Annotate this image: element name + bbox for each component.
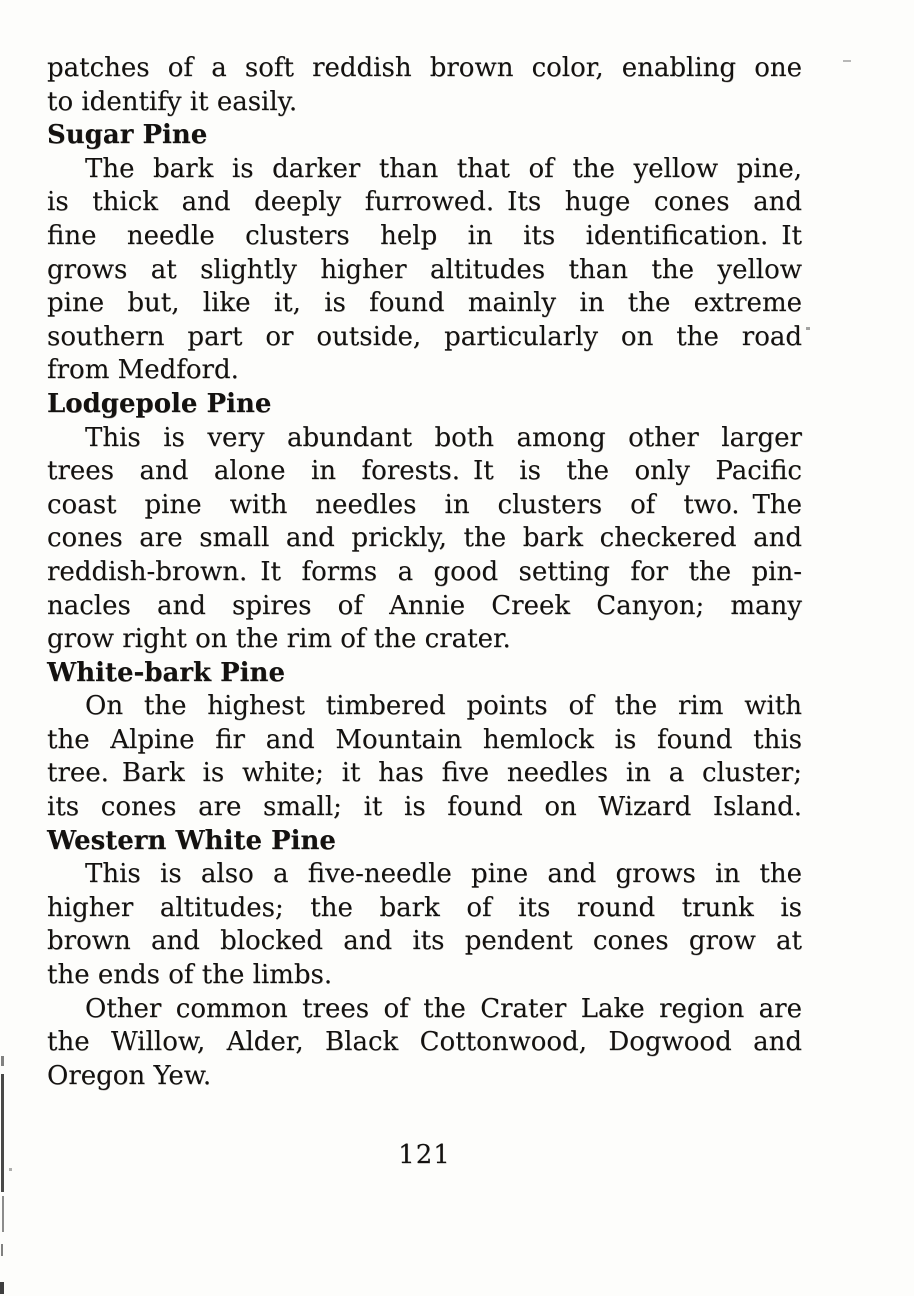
scan-artifact — [843, 60, 851, 62]
text-line: This is also a five-needle pine and grows in the — [85, 859, 802, 890]
text-line: nacles and spires of Annie Creek Canyon; many — [47, 590, 802, 621]
text-line: patches of a soft reddish brown color, enabling one — [47, 53, 802, 83]
text-line: the Alpine fir and Mountain hemlock is found this — [47, 724, 802, 755]
text-line: tree. Bark is white; it has five needles in a cluster; — [47, 758, 802, 789]
text-line: trees and alone in forests. It is the only Pacific — [47, 456, 802, 487]
section-heading-white-bark-pine: White-bark Pine — [47, 657, 285, 688]
text-line: from Medford. — [47, 355, 239, 386]
text-line: Oregon Yew. — [47, 1060, 212, 1091]
text-line: Other common trees of the Crater Lake region are — [85, 993, 802, 1024]
text-line: pine but, like it, is found mainly in the extreme — [47, 288, 802, 319]
text-line: brown and blocked and its pendent cones grow at — [47, 926, 802, 957]
text-line: the ends of the limbs. — [47, 960, 333, 991]
scan-artifact — [1, 1074, 4, 1192]
text-block — [47, 52, 802, 1173]
text-line: This is very abundant both among other larger — [85, 422, 802, 453]
text-line: coast pine with needles in clusters of two. The — [47, 489, 802, 520]
text-line: reddish-brown. It forms a good setting for the pin- — [47, 556, 802, 587]
text-line: higher altitudes; the bark of its round trunk is — [47, 892, 802, 923]
text-line: On the highest timbered points of the rim with — [85, 691, 802, 722]
text-line: cones are small and prickly, the bark checkered and — [47, 523, 802, 554]
text-line: the Willow, Alder, Black Cottonwood, Dogwood and — [47, 1027, 802, 1058]
text-line: grow right on the rim of the crater. — [47, 624, 511, 655]
text-line: southern part or outside, particularly on the road — [47, 321, 802, 352]
scan-artifact — [0, 1282, 4, 1294]
scan-artifact — [9, 1168, 12, 1171]
text-line: fine needle clusters help in its identification. It — [47, 220, 802, 251]
scan-artifact — [2, 1196, 4, 1232]
text-line: its cones are small; it is found on Wizard Island. — [47, 792, 802, 823]
scan-artifact — [806, 327, 810, 330]
text-line: The bark is darker than that of the yellow pine, — [85, 153, 802, 184]
page-number: 121 — [398, 1140, 451, 1171]
section-heading-sugar-pine: Sugar Pine — [47, 120, 208, 151]
section-heading-lodgepole-pine: Lodgepole Pine — [47, 388, 272, 419]
section-heading-western-white-pine: Western White Pine — [47, 825, 336, 856]
scan-artifact — [1, 1244, 3, 1256]
text-line: is thick and deeply furrowed. Its huge cones and — [47, 187, 802, 218]
text-line: grows at slightly higher altitudes than the yellow — [47, 254, 802, 285]
scan-artifact — [1, 1056, 4, 1066]
text-line: to identify it easily. — [47, 86, 298, 117]
